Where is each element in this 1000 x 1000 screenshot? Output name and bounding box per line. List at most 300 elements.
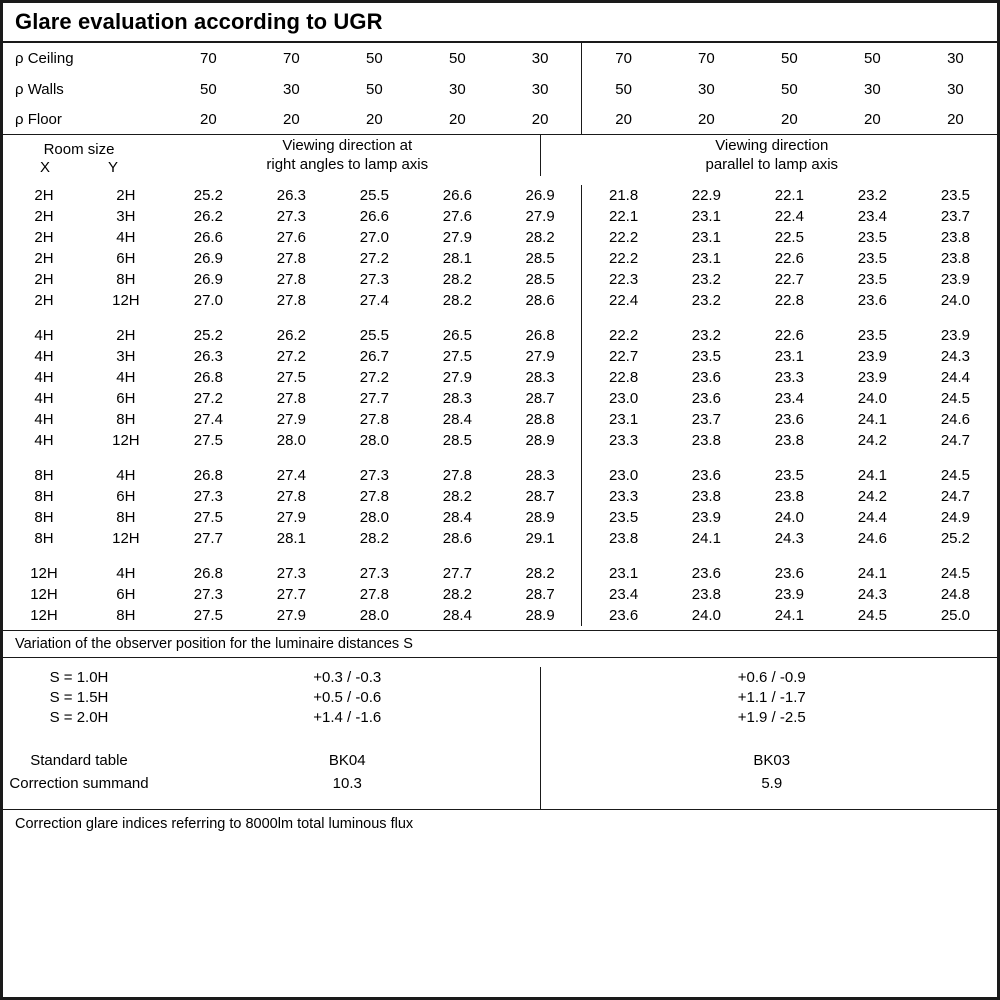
ugr-value-perpendicular: 26.8 <box>193 369 223 386</box>
viewing-direction-header-table <box>3 135 1000 176</box>
rho-ceiling-value: 30 <box>947 50 964 67</box>
variation-par-value: +1.9 / -2.5 <box>737 708 806 726</box>
room-size-y: 3H <box>116 208 136 225</box>
spacer-cell <box>665 311 748 325</box>
ugr-value-perpendicular: 26.2 <box>276 327 306 344</box>
ugr-value-perpendicular: 28.2 <box>442 292 472 309</box>
room-size-y: 3H <box>116 348 136 365</box>
ugr-value-perpendicular: 26.3 <box>276 187 306 204</box>
variation-spacer <box>3 658 997 667</box>
room-size-x: 12H <box>30 607 58 624</box>
ugr-value-parallel: 22.8 <box>774 292 804 309</box>
rho-ceiling-value: 70 <box>615 50 632 67</box>
par-header-line2: parallel to lamp axis <box>705 155 839 173</box>
ugr-value-parallel: 23.5 <box>857 250 887 267</box>
room-size-x: 4H <box>34 411 54 428</box>
ugr-value-perpendicular: 25.2 <box>193 327 223 344</box>
room-size-x: 4H <box>34 327 54 344</box>
ugr-value-perpendicular: 27.3 <box>359 467 389 484</box>
ugr-value-parallel: 23.9 <box>940 271 971 288</box>
table-row <box>3 687 1000 707</box>
table-row <box>3 135 1000 176</box>
ugr-value-perpendicular: 27.5 <box>193 432 223 449</box>
ugr-value-perpendicular: 28.8 <box>499 409 582 430</box>
variation-note: Variation of the observer position for the luminaire distances S <box>15 636 413 652</box>
ugr-value-parallel: 23.8 <box>774 488 804 505</box>
room-size-x: 8H <box>34 467 54 484</box>
ugr-value-parallel: 23.5 <box>857 271 887 288</box>
ugr-value-perpendicular: 27.2 <box>359 250 389 267</box>
ugr-value-parallel: 23.6 <box>691 390 721 407</box>
table-row <box>3 707 1000 727</box>
ugr-value-perpendicular: 28.1 <box>442 250 472 267</box>
spacer-cell <box>250 451 333 465</box>
ugr-value-parallel: 23.3 <box>608 432 639 449</box>
room-size-y: 12H <box>112 530 140 547</box>
rho-walls-value: 50 <box>366 80 383 98</box>
rho-floor-value: 20 <box>748 104 831 135</box>
room-size-y: 8H <box>116 271 136 288</box>
reflectance-header-table <box>3 43 997 135</box>
spacer-cell <box>831 549 914 563</box>
ugr-value-perpendicular: 27.9 <box>276 509 306 526</box>
group-gap-row <box>3 549 997 563</box>
room-size-x: 8H <box>34 509 54 526</box>
ugr-value-parallel: 22.8 <box>608 369 639 386</box>
spacer-cell <box>416 451 499 465</box>
ugr-value-perpendicular: 27.8 <box>359 411 389 428</box>
ugr-value-parallel: 23.8 <box>940 250 971 267</box>
ugr-value-parallel: 23.5 <box>857 229 887 246</box>
table-row <box>3 325 997 346</box>
ugr-value-parallel: 22.2 <box>608 229 639 246</box>
ugr-value-parallel: 24.4 <box>940 369 971 386</box>
ugr-value-parallel: 23.2 <box>691 327 721 344</box>
ugr-value-perpendicular: 28.6 <box>499 290 582 311</box>
rho-ceiling-value: 70 <box>200 50 217 67</box>
table-row <box>3 605 997 626</box>
rho-walls-value: 30 <box>283 80 300 98</box>
room-size-y: 6H <box>116 488 136 505</box>
ugr-value-perpendicular: 26.6 <box>193 229 223 246</box>
room-size-x: 4H <box>34 348 54 365</box>
ugr-value-perpendicular: 26.8 <box>193 565 223 582</box>
ugr-value-parallel: 23.5 <box>608 509 639 526</box>
ugr-value-parallel: 23.1 <box>608 411 639 428</box>
spacer-cell <box>416 311 499 325</box>
ugr-value-perpendicular: 28.2 <box>359 530 389 547</box>
spacer-cell <box>748 311 831 325</box>
spacer-cell <box>582 549 665 563</box>
variation-par-value: +0.6 / -0.9 <box>737 668 806 686</box>
table-row <box>3 290 997 311</box>
ugr-value-perpendicular: 27.2 <box>276 348 306 365</box>
ugr-value-perpendicular: 28.2 <box>499 563 582 584</box>
rho-walls-value: 30 <box>864 80 881 98</box>
ugr-value-perpendicular: 27.6 <box>276 229 306 246</box>
ugr-value-parallel: 21.8 <box>608 187 639 204</box>
ugr-value-perpendicular: 28.2 <box>442 488 472 505</box>
rho-ceiling-value: 50 <box>781 50 798 67</box>
spacer-cell <box>155 795 540 809</box>
par-header-line1: Viewing direction <box>715 136 829 154</box>
spacer-cell <box>499 549 582 563</box>
table-row <box>3 269 997 290</box>
ugr-value-perpendicular: 27.3 <box>276 565 306 582</box>
rho-walls-value: 30 <box>449 80 466 98</box>
room-size-y: 4H <box>116 369 136 386</box>
ugr-value-perpendicular: 27.0 <box>193 292 223 309</box>
ugr-value-perpendicular: 28.3 <box>499 367 582 388</box>
ugr-value-parallel: 24.3 <box>774 530 804 547</box>
table-row <box>3 430 997 451</box>
table-row <box>3 584 997 605</box>
ugr-value-perpendicular: 27.3 <box>359 565 389 582</box>
variation-label: S = 1.5H <box>49 688 109 706</box>
ugr-value-parallel: 23.5 <box>940 187 971 204</box>
ugr-value-parallel: 24.2 <box>857 488 887 505</box>
ugr-value-perpendicular: 28.7 <box>499 388 582 409</box>
ugr-value-perpendicular: 26.9 <box>193 250 223 267</box>
ugr-value-parallel: 23.1 <box>691 229 721 246</box>
correction-summand-label: Correction summand <box>9 775 149 792</box>
ugr-value-parallel: 23.8 <box>691 488 721 505</box>
room-size-x: 8H <box>34 530 54 547</box>
ugr-value-parallel: 25.2 <box>940 530 971 547</box>
table-row <box>3 727 1000 749</box>
ugr-value-perpendicular: 28.4 <box>442 411 472 428</box>
ugr-value-parallel: 23.2 <box>691 292 721 309</box>
ugr-value-parallel: 23.8 <box>940 229 971 246</box>
ugr-value-perpendicular: 27.3 <box>276 208 306 225</box>
ugr-value-parallel: 23.6 <box>691 565 721 582</box>
rho-walls-value: 50 <box>200 80 217 98</box>
ugr-value-parallel: 24.3 <box>940 348 971 365</box>
spacer-cell <box>499 451 582 465</box>
ugr-value-parallel: 24.6 <box>940 411 971 428</box>
rho-ceiling-value: 50 <box>864 50 881 67</box>
spacer-cell <box>499 311 582 325</box>
rho-walls-label: ρ Walls <box>15 80 64 98</box>
ugr-value-perpendicular: 25.5 <box>359 327 389 344</box>
spacer-cell <box>748 451 831 465</box>
spacer-cell <box>748 549 831 563</box>
header-spacer <box>3 176 997 185</box>
ugr-value-perpendicular: 27.9 <box>499 206 582 227</box>
ugr-value-perpendicular: 28.6 <box>442 530 472 547</box>
room-size-x: 2H <box>34 229 54 246</box>
spacer-cell <box>333 451 416 465</box>
spacer-cell <box>85 311 167 325</box>
rho-ceiling-label: ρ Ceiling <box>15 50 74 67</box>
ugr-value-perpendicular: 27.8 <box>276 271 306 288</box>
variation-perp-value: +1.4 / -1.6 <box>155 707 540 727</box>
ugr-value-parallel: 22.9 <box>691 187 721 204</box>
variation-par-value: +1.1 / -1.7 <box>737 688 806 706</box>
spacer-cell <box>333 311 416 325</box>
ugr-value-parallel: 24.3 <box>857 586 887 603</box>
ugr-value-perpendicular: 27.5 <box>193 509 223 526</box>
ugr-value-perpendicular: 27.8 <box>359 488 389 505</box>
ugr-values-table <box>3 185 997 626</box>
table-row <box>3 248 997 269</box>
room-size-x: 12H <box>30 586 58 603</box>
spacer-cell <box>582 451 665 465</box>
ugr-value-parallel: 24.5 <box>940 390 971 407</box>
rho-ceiling-value: 50 <box>449 50 466 67</box>
spacer-cell <box>167 311 250 325</box>
variation-label: S = 1.0H <box>49 668 109 686</box>
ugr-value-perpendicular: 27.9 <box>442 369 472 386</box>
standard-table-par: BK03 <box>753 752 791 769</box>
ugr-value-parallel: 22.4 <box>774 208 804 225</box>
ugr-value-parallel: 25.0 <box>940 607 971 624</box>
spacer-cell <box>914 451 997 465</box>
ugr-value-parallel: 24.7 <box>940 432 971 449</box>
rho-floor-value: 20 <box>831 104 914 135</box>
ugr-value-parallel: 23.9 <box>857 369 887 386</box>
variation-perp-value: +0.3 / -0.3 <box>155 667 540 687</box>
spacer-cell <box>3 311 85 325</box>
spacer-cell <box>3 549 85 563</box>
rho-walls-value: 50 <box>781 80 798 98</box>
spacer-cell <box>85 549 167 563</box>
table-row <box>3 206 997 227</box>
ugr-value-perpendicular: 26.8 <box>499 325 582 346</box>
ugr-value-perpendicular: 27.8 <box>359 586 389 603</box>
table-row <box>3 667 1000 687</box>
ugr-value-perpendicular: 25.5 <box>359 187 389 204</box>
ugr-value-parallel: 24.1 <box>857 467 887 484</box>
table-row <box>3 388 997 409</box>
ugr-value-perpendicular: 28.3 <box>499 465 582 486</box>
ugr-value-perpendicular: 27.3 <box>193 488 223 505</box>
ugr-value-parallel: 24.2 <box>857 432 887 449</box>
ugr-value-parallel: 23.6 <box>774 411 804 428</box>
spacer-cell <box>914 311 997 325</box>
rho-floor-value: 20 <box>250 104 333 135</box>
ugr-value-perpendicular: 29.1 <box>499 528 582 549</box>
ugr-value-parallel: 24.8 <box>940 586 971 603</box>
group-gap-row <box>3 311 997 325</box>
spacer-cell <box>665 549 748 563</box>
spacer-cell <box>167 549 250 563</box>
ugr-value-perpendicular: 28.2 <box>442 271 472 288</box>
ugr-value-parallel: 22.7 <box>774 271 804 288</box>
ugr-value-perpendicular: 28.5 <box>499 248 582 269</box>
ugr-value-parallel: 22.2 <box>608 327 639 344</box>
ugr-value-parallel: 24.0 <box>774 509 804 526</box>
table-row <box>3 772 1000 795</box>
variation-label: S = 2.0H <box>49 708 109 726</box>
ugr-value-perpendicular: 27.9 <box>499 346 582 367</box>
room-size-y: 6H <box>116 390 136 407</box>
ugr-value-parallel: 24.1 <box>691 530 721 547</box>
room-size-x: 8H <box>34 488 54 505</box>
ugr-value-parallel: 23.6 <box>691 369 721 386</box>
ugr-value-parallel: 23.6 <box>691 467 721 484</box>
table-row <box>3 367 997 388</box>
ugr-value-parallel: 23.9 <box>940 327 971 344</box>
ugr-value-perpendicular: 26.3 <box>193 348 223 365</box>
ugr-value-perpendicular: 26.6 <box>359 208 389 225</box>
ugr-value-perpendicular: 27.7 <box>442 565 472 582</box>
ugr-value-perpendicular: 26.9 <box>499 185 582 206</box>
spacer-cell <box>914 549 997 563</box>
spacer-cell <box>167 451 250 465</box>
ugr-value-perpendicular: 28.9 <box>499 507 582 528</box>
rho-walls-value: 30 <box>947 80 964 98</box>
rho-walls-value: 30 <box>499 74 582 104</box>
room-size-x: 2H <box>34 271 54 288</box>
ugr-value-parallel: 22.3 <box>608 271 639 288</box>
ugr-value-parallel: 23.4 <box>608 586 639 603</box>
ugr-value-parallel: 24.0 <box>691 607 721 624</box>
ugr-value-perpendicular: 28.9 <box>499 605 582 626</box>
ugr-value-perpendicular: 28.5 <box>442 432 472 449</box>
ugr-value-perpendicular: 27.4 <box>193 411 223 428</box>
ugr-value-parallel: 24.1 <box>857 565 887 582</box>
rho-ceiling-value: 50 <box>366 50 383 67</box>
room-size-y: 4H <box>116 467 136 484</box>
room-size-x: 2H <box>34 208 54 225</box>
rho-ceiling-value: 70 <box>283 50 300 67</box>
room-size-y-label: Y <box>107 159 118 176</box>
ugr-value-parallel: 22.7 <box>608 348 639 365</box>
ugr-value-parallel: 23.1 <box>774 348 804 365</box>
spacer-cell <box>3 795 155 809</box>
ugr-value-parallel: 23.7 <box>691 411 721 428</box>
ugr-value-perpendicular: 26.9 <box>193 271 223 288</box>
ugr-value-parallel: 23.8 <box>691 432 721 449</box>
ugr-value-perpendicular: 28.4 <box>442 607 472 624</box>
ugr-value-parallel: 22.4 <box>608 292 639 309</box>
table-row <box>3 795 1000 809</box>
spacer-cell <box>540 727 1000 749</box>
table-row <box>3 749 1000 772</box>
room-size-y: 8H <box>116 607 136 624</box>
spacer-cell <box>85 451 167 465</box>
ugr-value-parallel: 24.1 <box>774 607 804 624</box>
room-size-x: 2H <box>34 292 54 309</box>
spacer-cell <box>831 451 914 465</box>
ugr-value-parallel: 23.1 <box>691 250 721 267</box>
ugr-value-perpendicular: 28.2 <box>442 586 472 603</box>
ugr-value-parallel: 24.0 <box>940 292 971 309</box>
ugr-value-perpendicular: 25.2 <box>193 187 223 204</box>
ugr-value-perpendicular: 28.5 <box>499 269 582 290</box>
ugr-value-perpendicular: 26.6 <box>442 187 472 204</box>
ugr-value-parallel: 24.7 <box>940 488 971 505</box>
rho-floor-value: 20 <box>914 104 997 135</box>
ugr-value-perpendicular: 27.7 <box>359 390 389 407</box>
ugr-value-parallel: 23.9 <box>857 348 887 365</box>
table-row <box>3 507 997 528</box>
ugr-value-perpendicular: 26.7 <box>359 348 389 365</box>
rho-floor-label: ρ Floor <box>3 104 167 135</box>
ugr-value-perpendicular: 28.2 <box>499 227 582 248</box>
ugr-value-perpendicular: 27.2 <box>359 369 389 386</box>
ugr-value-parallel: 22.1 <box>774 187 804 204</box>
ugr-value-perpendicular: 27.9 <box>442 229 472 246</box>
spacer-cell <box>582 311 665 325</box>
ugr-value-perpendicular: 27.5 <box>276 369 306 386</box>
ugr-value-parallel: 22.6 <box>774 327 804 344</box>
ugr-value-perpendicular: 28.0 <box>359 607 389 624</box>
observer-variation-table <box>3 667 1000 809</box>
ugr-value-parallel: 23.4 <box>857 208 887 225</box>
table-row <box>3 185 997 206</box>
perp-header-line1: Viewing direction at <box>282 136 413 154</box>
spacer-cell <box>831 311 914 325</box>
rho-floor-value: 20 <box>582 104 665 135</box>
ugr-value-perpendicular: 28.0 <box>276 432 306 449</box>
ugr-value-perpendicular: 27.6 <box>442 208 472 225</box>
ugr-value-perpendicular: 27.9 <box>276 411 306 428</box>
ugr-value-perpendicular: 28.7 <box>499 486 582 507</box>
room-size-y: 2H <box>116 327 136 344</box>
ugr-value-parallel: 23.4 <box>774 390 804 407</box>
rho-floor-value: 20 <box>665 104 748 135</box>
ugr-value-parallel: 22.6 <box>774 250 804 267</box>
table-row <box>3 227 997 248</box>
table-row <box>3 563 997 584</box>
ugr-value-parallel: 23.3 <box>774 369 804 386</box>
room-size-y: 12H <box>112 292 140 309</box>
room-size-y: 6H <box>116 586 136 603</box>
room-size-x: 4H <box>34 432 54 449</box>
table-row <box>3 74 997 104</box>
ugr-value-parallel: 23.6 <box>857 292 887 309</box>
ugr-value-parallel: 22.1 <box>608 208 639 225</box>
ugr-value-parallel: 24.0 <box>857 390 887 407</box>
ugr-value-parallel: 23.5 <box>857 327 887 344</box>
ugr-value-parallel: 23.0 <box>608 390 639 407</box>
ugr-value-parallel: 23.7 <box>940 208 971 225</box>
ugr-value-perpendicular: 27.2 <box>193 390 223 407</box>
ugr-value-parallel: 23.8 <box>608 530 639 547</box>
rho-floor-value: 20 <box>167 104 250 135</box>
ugr-value-perpendicular: 27.4 <box>276 467 306 484</box>
ugr-value-parallel: 23.6 <box>774 565 804 582</box>
rho-walls-value: 30 <box>698 80 715 98</box>
rho-floor-value: 20 <box>333 104 416 135</box>
table-row <box>3 486 997 507</box>
room-size-x: 12H <box>30 565 58 582</box>
ugr-value-perpendicular: 28.9 <box>499 430 582 451</box>
ugr-value-perpendicular: 27.3 <box>359 271 389 288</box>
ugr-value-perpendicular: 27.5 <box>193 607 223 624</box>
spacer-cell <box>250 549 333 563</box>
rho-floor-value: 20 <box>499 104 582 135</box>
ugr-value-perpendicular: 28.3 <box>442 390 472 407</box>
rho-walls-value: 50 <box>615 80 632 98</box>
spacer-cell <box>540 795 1000 809</box>
ugr-value-perpendicular: 26.8 <box>193 467 223 484</box>
spacer-cell <box>416 549 499 563</box>
room-size-y: 4H <box>116 229 136 246</box>
ugr-value-parallel: 24.5 <box>940 565 971 582</box>
spacer-cell <box>3 451 85 465</box>
rho-ceiling-value: 70 <box>698 50 715 67</box>
ugr-value-perpendicular: 27.7 <box>276 586 306 603</box>
room-size-header <box>3 135 155 176</box>
ugr-value-parallel: 24.5 <box>940 467 971 484</box>
room-size-y: 2H <box>116 187 136 204</box>
ugr-value-perpendicular: 27.0 <box>359 229 389 246</box>
viewing-direction-perpendicular-header <box>155 135 540 176</box>
ugr-value-parallel: 24.9 <box>940 509 971 526</box>
